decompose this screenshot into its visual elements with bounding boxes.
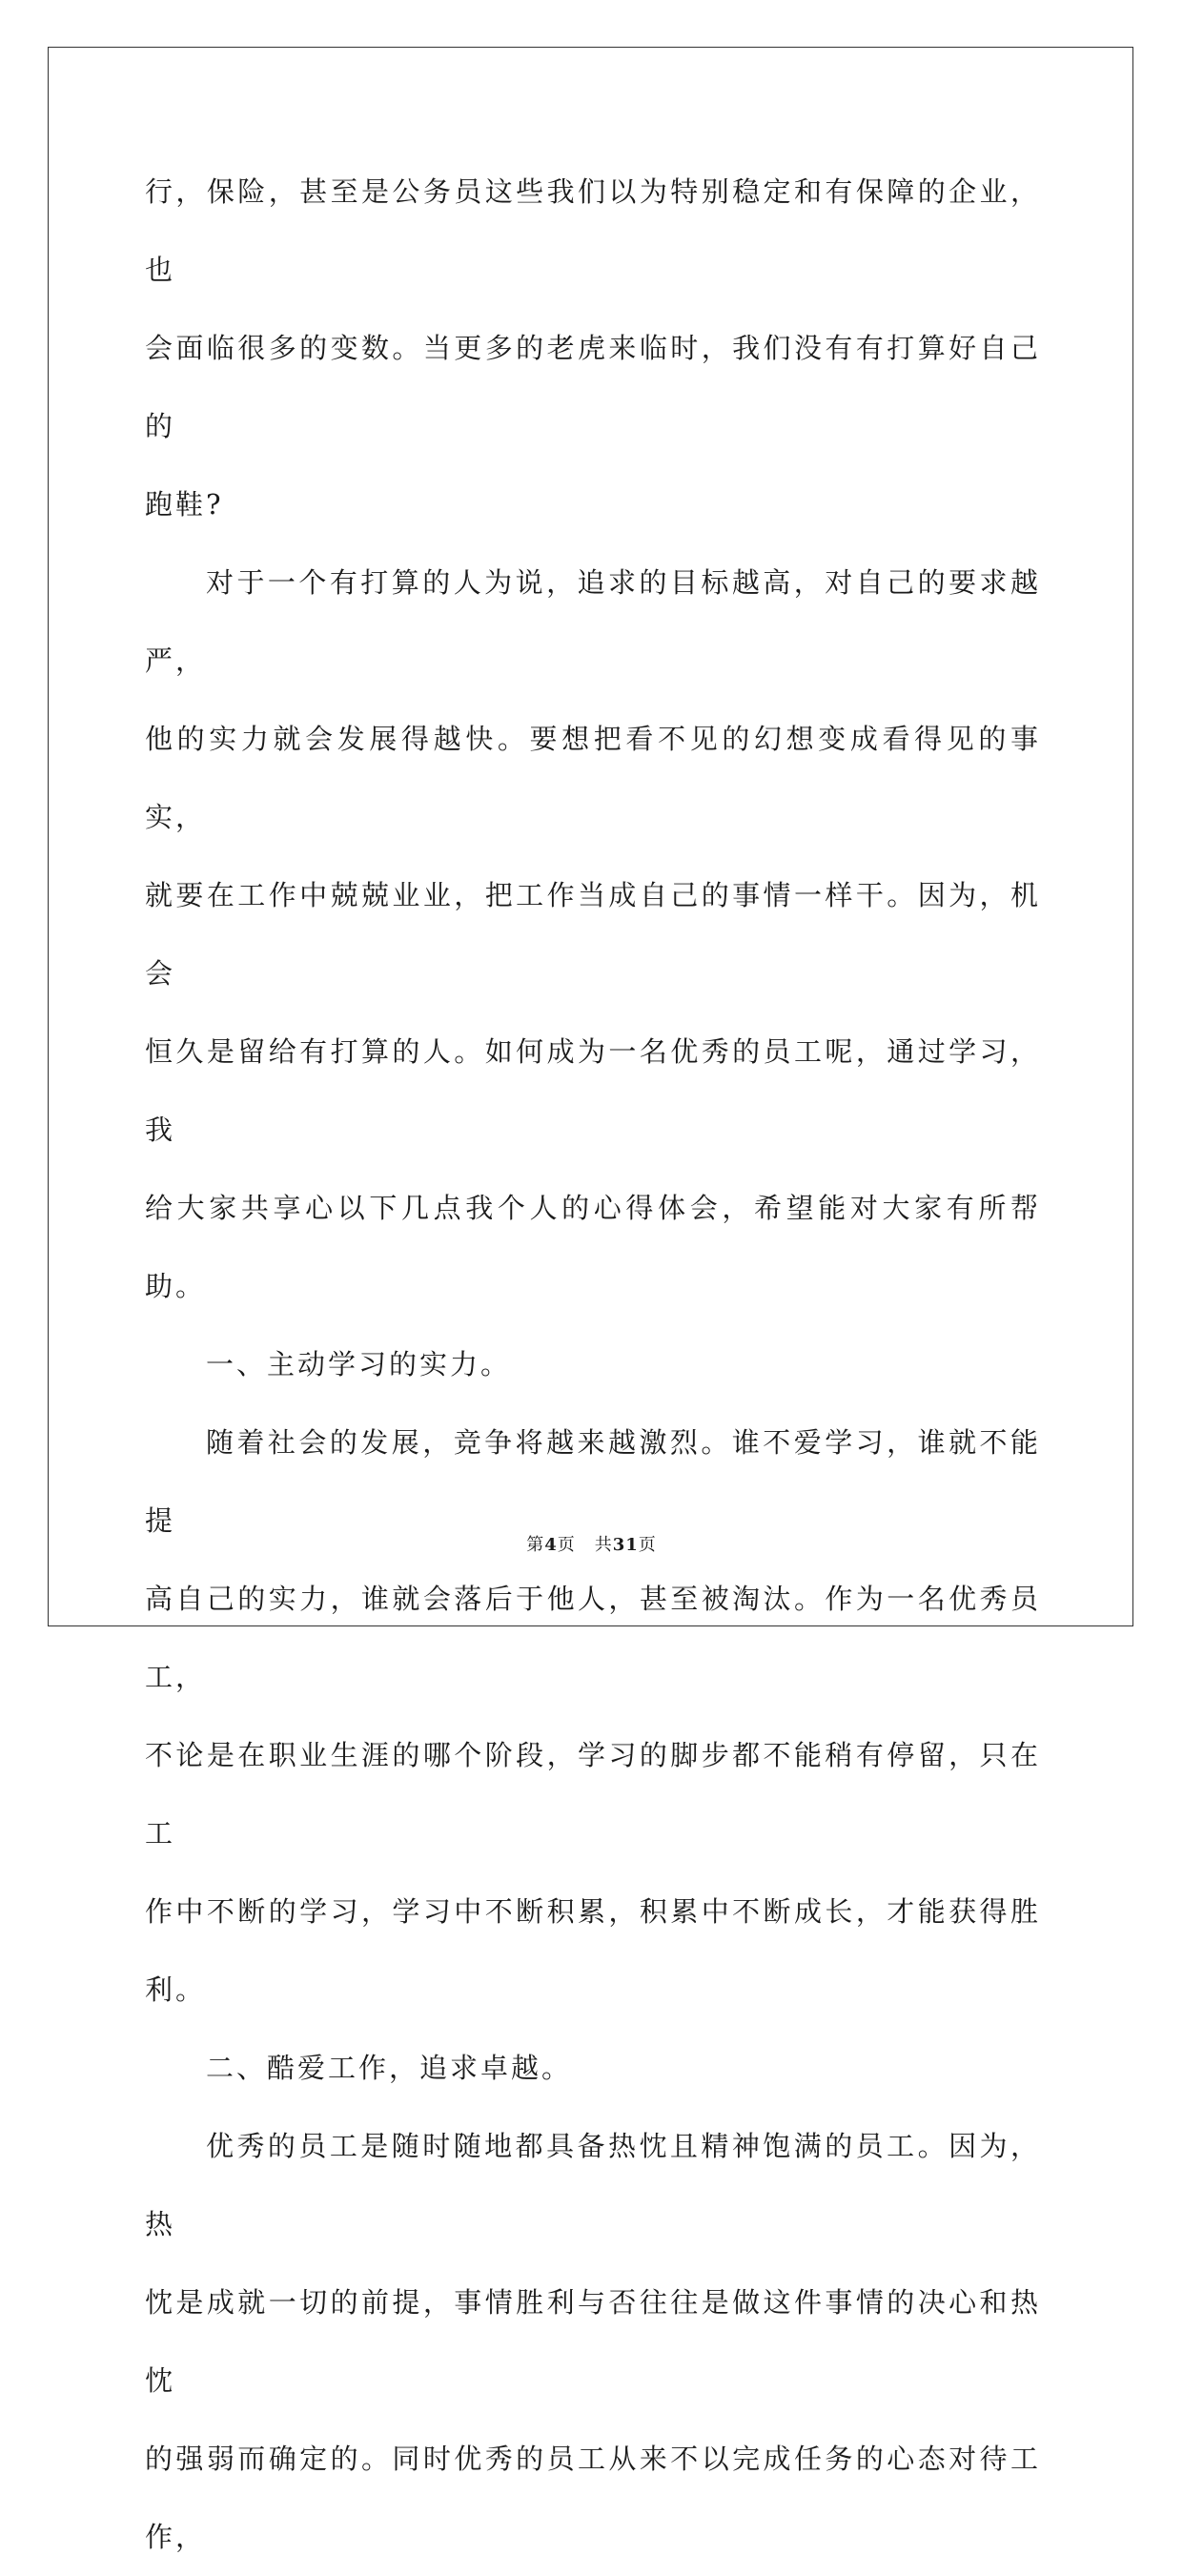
page-footer: [0, 1531, 1183, 1556]
text-line: 对于一个有打算的人为说，追求的目标越高，对自己的要求越严，: [145, 566, 1041, 677]
total-prefix: 共: [594, 1535, 613, 1555]
text-line: 的强弱而确定的。同时优秀的员工从来不以完成任务的心态对待工作，: [145, 2443, 1041, 2553]
text-line: 二、酷爱工作，追求卓越。: [206, 2052, 573, 2084]
text-line: 优秀的员工是随时随地都具备热忱且精神饱满的员工。因为，热: [145, 2130, 1041, 2240]
text-line: 高自己的实力，谁就会落后于他人，甚至被淘汰。作为一名优秀员工，: [145, 1583, 1041, 1693]
page-suffix: 页: [557, 1535, 576, 1555]
total-suffix: 页: [638, 1535, 657, 1555]
text-line: 跑鞋?: [145, 488, 224, 521]
text-line: 作中不断的学习，学习中不断积累，积累中不断成长，才能获得胜利。: [145, 1895, 1041, 2006]
text-line: 不论是在职业生涯的哪个阶段，学习的脚步都不能稍有停留，只在工: [145, 1739, 1041, 1850]
text-line: 就要在工作中兢兢业业，把工作当成自己的事情一样干。因为，机会: [145, 879, 1041, 990]
page-prefix: 第: [526, 1535, 545, 1555]
text-line: 他的实力就会发展得越快。要想把看不见的幻想变成看得见的事实，: [145, 723, 1041, 833]
page-current: 4: [544, 1535, 558, 1555]
text-line: 忱是成就一切的前提，事情胜利与否往往是做这件事情的决心和热忱: [145, 2286, 1041, 2397]
text-line: 会面临很多的变数。当更多的老虎来临时，我们没有有打算好自己的: [145, 332, 1041, 442]
text-line: 随着社会的发展，竞争将越来越激烈。谁不爱学习，谁就不能提: [145, 1426, 1041, 1537]
text-line: 给大家共享心以下几点我个人的心得体会，希望能对大家有所帮助。: [145, 1192, 1041, 1302]
document-body: [145, 153, 1041, 2576]
text-line: 一、主动学习的实力。: [206, 1348, 512, 1380]
page-total: 31: [612, 1535, 639, 1555]
text-line: 行，保险，甚至是公务员这些我们以为特别稳定和有保障的企业，也: [145, 175, 1041, 286]
text-line: 恒久是留给有打算的人。如何成为一名优秀的员工呢，通过学习，我: [145, 1035, 1041, 1146]
